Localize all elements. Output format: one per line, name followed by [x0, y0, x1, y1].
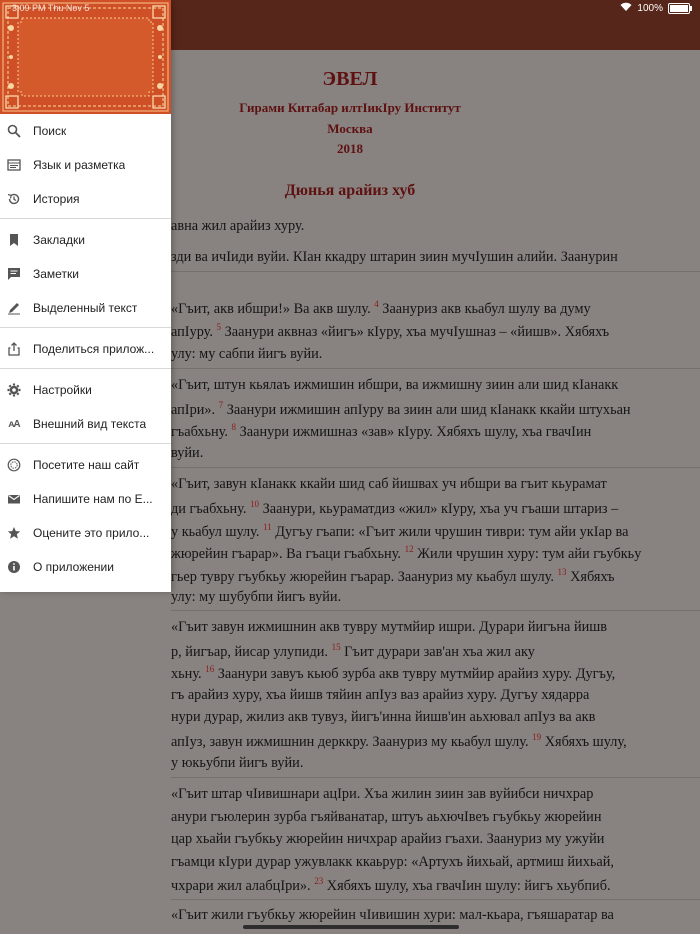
text-segment: цар хьайи гъубкьу жюрейин ничхрар арайиз гъахи. Заануриз му ужуйи: [171, 831, 605, 847]
highlight-icon: [7, 301, 21, 315]
menu-item-mail[interactable]: [0, 482, 171, 516]
paragraph-divider: [171, 467, 700, 468]
menu-divider: [0, 327, 171, 328]
navigation-drawer: [0, 0, 171, 592]
paragraph-divider: [171, 368, 700, 369]
text-segment: гьер тувру гъубкьу жюрейин гъарар. Заануриз му кьабул шулу.: [171, 568, 558, 585]
menu-divider: [0, 218, 171, 219]
mail-icon: [7, 492, 21, 506]
text-segment: улу: му шубубпи йигъ вуйи.: [171, 589, 342, 605]
verse-number: 15: [331, 642, 341, 652]
chapter-title: Дюнья арайиз хуб: [284, 182, 416, 199]
text-segment: зди ва ичIиди вуйи. КIан ккадру штарин зиин мучIушин алийи. Заанурин: [171, 249, 618, 265]
text-line: [171, 809, 601, 826]
search-icon: [7, 124, 21, 138]
drawer-header-ornament: [0, 0, 171, 114]
verse-number: 13: [557, 567, 567, 577]
menu-item-label: Заметки: [33, 267, 79, 281]
home-indicator[interactable]: [243, 925, 459, 929]
menu-divider: [0, 368, 171, 369]
verse-number: 23: [314, 876, 324, 886]
text-segment: Хябяхъ шулу,: [544, 733, 627, 750]
text-segment: Дугъу гъапи: «Гъит жили чрушин тиври: тум айи укIар ва: [275, 523, 629, 540]
publication-city: Москва: [327, 121, 373, 136]
share-icon: [7, 342, 21, 356]
verse-number: 8: [231, 422, 237, 432]
text-line: [171, 544, 641, 563]
menu-item-label: О приложении: [33, 560, 114, 574]
text-segment: нури дурар, жилиз акв тувуз, йигъ'инна йишв'ин аьхювал апIуз ва акв: [171, 709, 596, 725]
text-segment: улу: му сабпи йигъ вуйи.: [171, 346, 323, 362]
verse-number: 10: [250, 499, 260, 509]
text-line: [171, 732, 627, 751]
notes-icon: [7, 267, 21, 281]
menu-item-history[interactable]: [0, 182, 171, 216]
text-line: [171, 218, 304, 235]
menu-item-label: Внешний вид текста: [33, 417, 147, 431]
info-icon: [7, 560, 21, 574]
text-segment: Хябяхъ шулу, хъа гвачIин шулу: йигъ хьубпиб.: [326, 877, 611, 894]
text-segment: Жили чрушин хуру: тум айи гъубкьу: [417, 545, 642, 562]
text-segment: «Гъит завун ижмишнин акв тувру мутмйир ишри. Дурари йигъна йишв: [171, 619, 608, 635]
verse-number: 5: [216, 322, 222, 332]
institute-name: Гирами Китабар илтIикIру Институт: [239, 100, 461, 115]
text-line: [171, 522, 628, 541]
text-segment: Заануриз акв кьабул шулу ва думу: [382, 300, 591, 317]
text-segment: Заанури, кьураматдиз «жил» кIуру, хъа уч гъаши штариз –: [262, 500, 619, 517]
history-icon: [7, 192, 21, 206]
battery-icon: [668, 3, 690, 14]
text-segment: апIуру.: [171, 323, 217, 340]
text-segment: «Гъит штар чIивишнари ацIри. Хъа жилин зиин зав вуйибси ничхрар: [171, 786, 594, 802]
text-line: [171, 377, 618, 394]
text-appearance-icon: ᴀA: [8, 418, 20, 430]
wifi-icon: [620, 2, 632, 14]
paragraph-divider: [171, 271, 700, 272]
publication-year: 2018: [337, 141, 363, 156]
text-line: [171, 422, 591, 441]
verse-number: 11: [263, 522, 272, 532]
text-line: [171, 876, 611, 895]
text-segment: «Гъит, штун кьялаъ ижмишин ибшри, ва ижмишну зиин али шид кIанакк: [171, 377, 619, 393]
text-segment: Заанури завуъ кьюб зурба акв тувру мутмйир арайиз хуру. Дугъу,: [217, 665, 616, 682]
text-line: [171, 831, 604, 848]
text-segment: жюрейин гъарар». Ва гъаци гъабхьну.: [171, 545, 405, 562]
text-segment: Гъит дурари зав'ан хъа жил аку: [344, 643, 535, 660]
text-segment: Заанури ижмишназ «зав» кIуру. Хябяхъ шулу, хъа гвачIин: [239, 423, 592, 440]
text-segment: Заанури аквназ «йигъ» кIуру, хъа мучIушназ – «йишв». Хябяхъ: [224, 323, 610, 340]
text-line: [171, 322, 609, 341]
menu-item-notes[interactable]: [0, 257, 171, 291]
text-line: [171, 400, 631, 419]
menu-item-label: История: [33, 192, 80, 206]
text-line: [171, 476, 607, 493]
drawer-status-time: 3:09 PM Thu Nov 5: [12, 3, 90, 13]
text-line: [171, 642, 535, 661]
text-segment: анури гъюлерин зурба гъяйванатар, штуъ аьхючIвеъ гъубкьу жюрейин: [171, 809, 602, 825]
text-segment: вуйи.: [171, 445, 204, 461]
text-line: [171, 755, 303, 772]
menu-item-label: Оцените это прило...: [33, 526, 150, 540]
text-segment: Заанури ижмишин апIуру ва зиин али шид кIанакк ккайи штухьан: [226, 401, 631, 418]
text-segment: «Гъит жили гъубкьу жюрейин чIивишин хури: мал-кьара, гъяшаратар ва: [171, 907, 614, 923]
text-segment: гъабхьну.: [171, 423, 232, 440]
star-icon: [7, 526, 21, 540]
verse-number: 4: [374, 299, 379, 309]
verse-number: 19: [532, 732, 542, 742]
text-segment: Хябяхъ: [570, 568, 615, 585]
text-segment: гъ арайиз хуру, хъа йишв тяйин апIуз ваз арайиз хуру. Дугъу хядарра: [171, 687, 590, 703]
book-title: ЭВЕЛ: [322, 68, 378, 90]
menu-item-layout[interactable]: [0, 148, 171, 182]
text-segment: хьну.: [171, 665, 206, 682]
drawer-menu: [0, 114, 171, 584]
menu-item-label: Посетите наш сайт: [33, 458, 140, 472]
verse-number: 16: [205, 664, 215, 674]
menu-item-label: Поделиться прилож...: [33, 342, 155, 356]
menu-item-star[interactable]: [0, 516, 171, 550]
text-line: [171, 664, 615, 683]
gear-icon: [7, 383, 21, 397]
menu-divider: [0, 443, 171, 444]
paragraph-divider: [171, 899, 700, 900]
text-line: [171, 567, 614, 586]
text-segment: у юкьубпи йигъ вуйи.: [171, 755, 304, 771]
menu-item-label: Выделенный текст: [33, 301, 138, 315]
menu-item-label: Закладки: [33, 233, 85, 247]
menu-item-bookmark[interactable]: [0, 223, 171, 257]
menu-item-label: Язык и разметка: [33, 158, 126, 172]
menu-item-info[interactable]: [0, 550, 171, 584]
text-line: [171, 786, 593, 803]
text-line: [171, 854, 614, 871]
text-segment: ди гъабхьну.: [171, 500, 251, 517]
text-line: [171, 709, 595, 726]
text-segment: авна жил арайиз хуру.: [171, 218, 305, 234]
menu-item-search[interactable]: [0, 114, 171, 148]
text-segment: гъамци кIури дурар ужувлакк ккаьрур: «Артухъ йихьай, артмиш йихьай,: [171, 854, 614, 870]
globe-icon: [7, 458, 21, 472]
text-segment: р, йигъар, йисар улупиди.: [171, 643, 332, 660]
text-line: [171, 589, 341, 606]
text-line: [171, 299, 591, 318]
layout-icon: [7, 158, 21, 172]
menu-item-text-appearance[interactable]: [0, 407, 171, 441]
menu-item-label: Поиск: [33, 124, 67, 138]
text-segment: апIуз, завун ижмишнин дерккру. Заануриз му кьабул шулу.: [171, 733, 533, 750]
battery-percent: 100%: [637, 2, 663, 14]
bookmark-icon: [7, 233, 21, 247]
paragraph-divider: [171, 610, 700, 611]
text-line: [171, 499, 618, 518]
text-segment: «Гъит, акв ибшри!» Ва акв шулу.: [171, 300, 375, 317]
menu-item-gear[interactable]: [0, 373, 171, 407]
menu-item-globe[interactable]: [0, 448, 171, 482]
paragraph-divider: [171, 777, 700, 778]
text-segment: у кьабул шулу.: [171, 523, 264, 540]
verse-number: 7: [218, 400, 224, 410]
verse-number: 12: [404, 544, 414, 554]
text-line: [171, 346, 322, 363]
text-line: [171, 445, 203, 462]
menu-item-share[interactable]: [0, 332, 171, 366]
text-segment: «Гъит, завун кIанакк ккайи шид саб йишвах уч ибшри ва гъит кьурамат: [171, 476, 607, 492]
text-segment: чхрари жил алабцIри».: [171, 877, 315, 894]
menu-item-label: Настройки: [33, 383, 92, 397]
text-line: [171, 619, 607, 636]
text-segment: апIри».: [171, 401, 219, 418]
text-line: [171, 687, 589, 704]
text-line: [171, 907, 614, 924]
text-line: [171, 249, 618, 266]
menu-item-highlight[interactable]: [0, 291, 171, 325]
menu-item-label: Напишите нам по Е...: [33, 492, 153, 506]
